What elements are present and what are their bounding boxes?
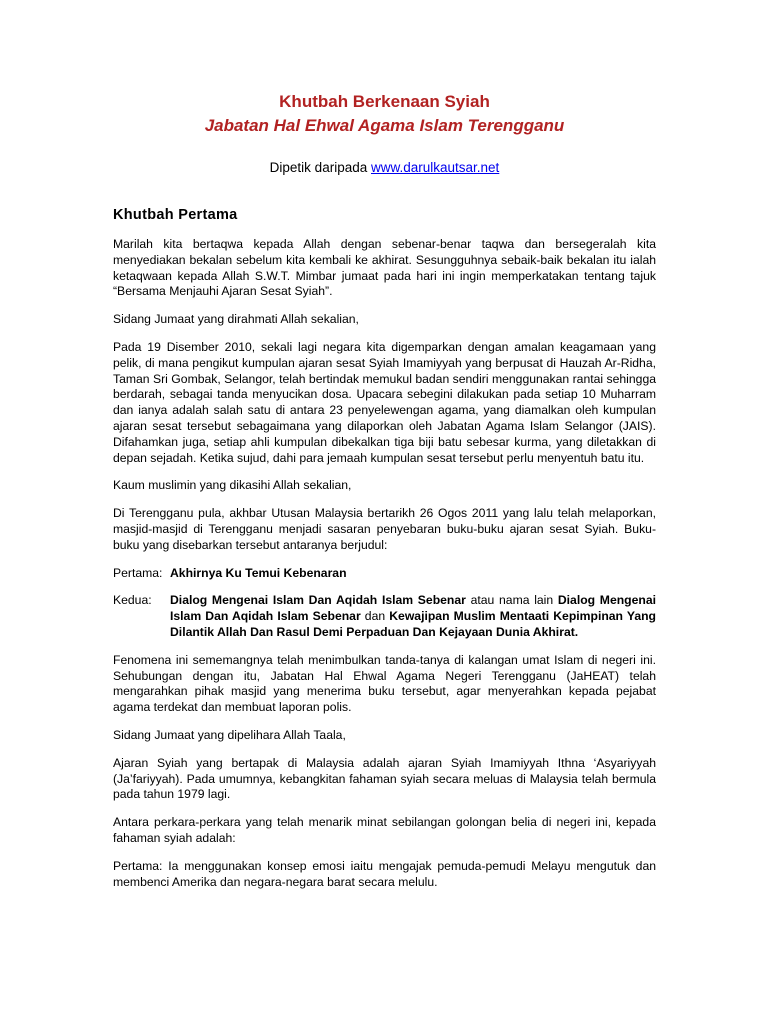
section-heading: Khutbah Pertama [113,207,238,223]
book-item-first [113,566,656,582]
paragraph-phenomenon: Fenomena ini sememangnya telah menimbulkan tanda-tanya di kalangan umat Islam di negeri ini. Sehubungan dengan itu, Jabatan Hal Ehwal Agama Negeri Terengganu (JaHEAT) telah mengarahkan pihak masjid yang menerima buku tersebut, agar menyerahkan kepada pejabat agama terdekat dan membuat laporan polis. [113,652,656,715]
document-title: Khutbah Berkenaan Syiah [279,92,490,111]
book-item-second [113,593,656,640]
book-title: Dialog Mengenai Islam Dan Aqidah Islam Sebenar [170,593,466,608]
book-joiner: dan [360,609,390,624]
paragraph-attraction: Antara perkara-perkara yang telah menarik minat sebilangan golongan belia di negeri ini, kepada fahaman syiah adalah: [113,815,656,845]
paragraph-incident: Pada 19 Disember 2010, sekali lagi negara kita digemparkan dengan amalan keagamaan yang pelik, di mana pengikut kumpulan ajaran sesat Syiah Imamiyyah yang berpusat di Hauzah Ar-Ridha, Taman Sri Gombak, Selangor, telah bertindak memukul badan sendiri menggunakan rantai sehingga berdarah, sebagai tanda menyucikan dosa. Upacara sebegini dilakukan pada setiap 10 Muharram dan ianya adalah salah satu di antara 23 penyelewengan agama, yang diamalkan oleh kumpulan ajaran sesat tersebut sebagaimana yang dilaporkan oleh Jabatan Agama Islam Selangor (JAIS). Difahamkan juga, setiap ahli kumpulan dibekalkan tiga biji batu sebesar kurma, yang diletakkan di depan sejadah. Ketika sujud, dahi para jemaah kumpulan sesat tersebut perlu menyentuh batu itu. [113,339,656,465]
paragraph-salutation-1: Sidang Jumaat yang dirahmati Allah sekalian, [113,312,359,327]
document-subtitle: Jabatan Hal Ehwal Agama Islam Terengganu [204,116,565,135]
book-label: Kedua: [113,593,152,608]
paragraph-salutation-3: Sidang Jumaat yang dipelihara Allah Taala, [113,727,346,742]
book-title: Akhirnya Ku Temui Kebenaran [170,565,347,580]
paragraph-salutation-2: Kaum muslimin yang dikasihi Allah sekalian, [113,478,352,493]
paragraph-terengganu: Di Terengganu pula, akhbar Utusan Malaysia bertarikh 26 Ogos 2011 yang lalu telah melaporkan, masjid-masjid di Terengganu menjadi sasaran penyebaran buku-buku ajaran sesat Syiah. Buku-buku yang disebarkan tersebut antaranya berjudul: [113,506,656,552]
source-link[interactable]: www.darulkautsar.net [370,160,500,175]
paragraph-syiah-history: Ajaran Syiah yang bertapak di Malaysia adalah ajaran Syiah Imamiyyah Ithna ‘Asyariyyah (Ja’fariyyah). Pada umumnya, kebangkitan fahaman syiah secara meluas di Malaysia telah bermula pada tahun 1979 lagi. [113,755,656,802]
book-joiner: atau nama lain [465,593,558,608]
book-label: Pertama: [113,565,163,580]
source-line [113,159,656,177]
book-title: Dialog Mengenai Islam Dan Aqidah Islam Sebenar [170,593,656,624]
paragraph-intro: Marilah kita bertaqwa kepada Allah dengan sebenar-benar taqwa dan bersegeralah kita menyediakan bekalan sebelum kita kembali ke akhirat. Sesungguhnya sebaik-baik bekalan itu ialah ketaqwaan kepada Allah S.W.T. Mimbar jumaat pada hari ini ingin memperkatakan tentang tajuk “Bersama Menjauhi Ajaran Sesat Syiah”. [113,237,656,299]
book-title: Kewajipan Muslim Mentaati Kepimpinan Yang Dilantik Allah Dan Rasul Demi Perpaduan Dan Kejayaan Dunia Akhirat. [170,609,656,639]
source-prefix: Dipetik daripada [269,160,371,175]
paragraph-first-point: Pertama: Ia menggunakan konsep emosi iaitu mengajak pemuda-pemudi Melayu mengutuk dan membenci Amerika dan negara-negara barat secara melulu. [113,858,656,889]
